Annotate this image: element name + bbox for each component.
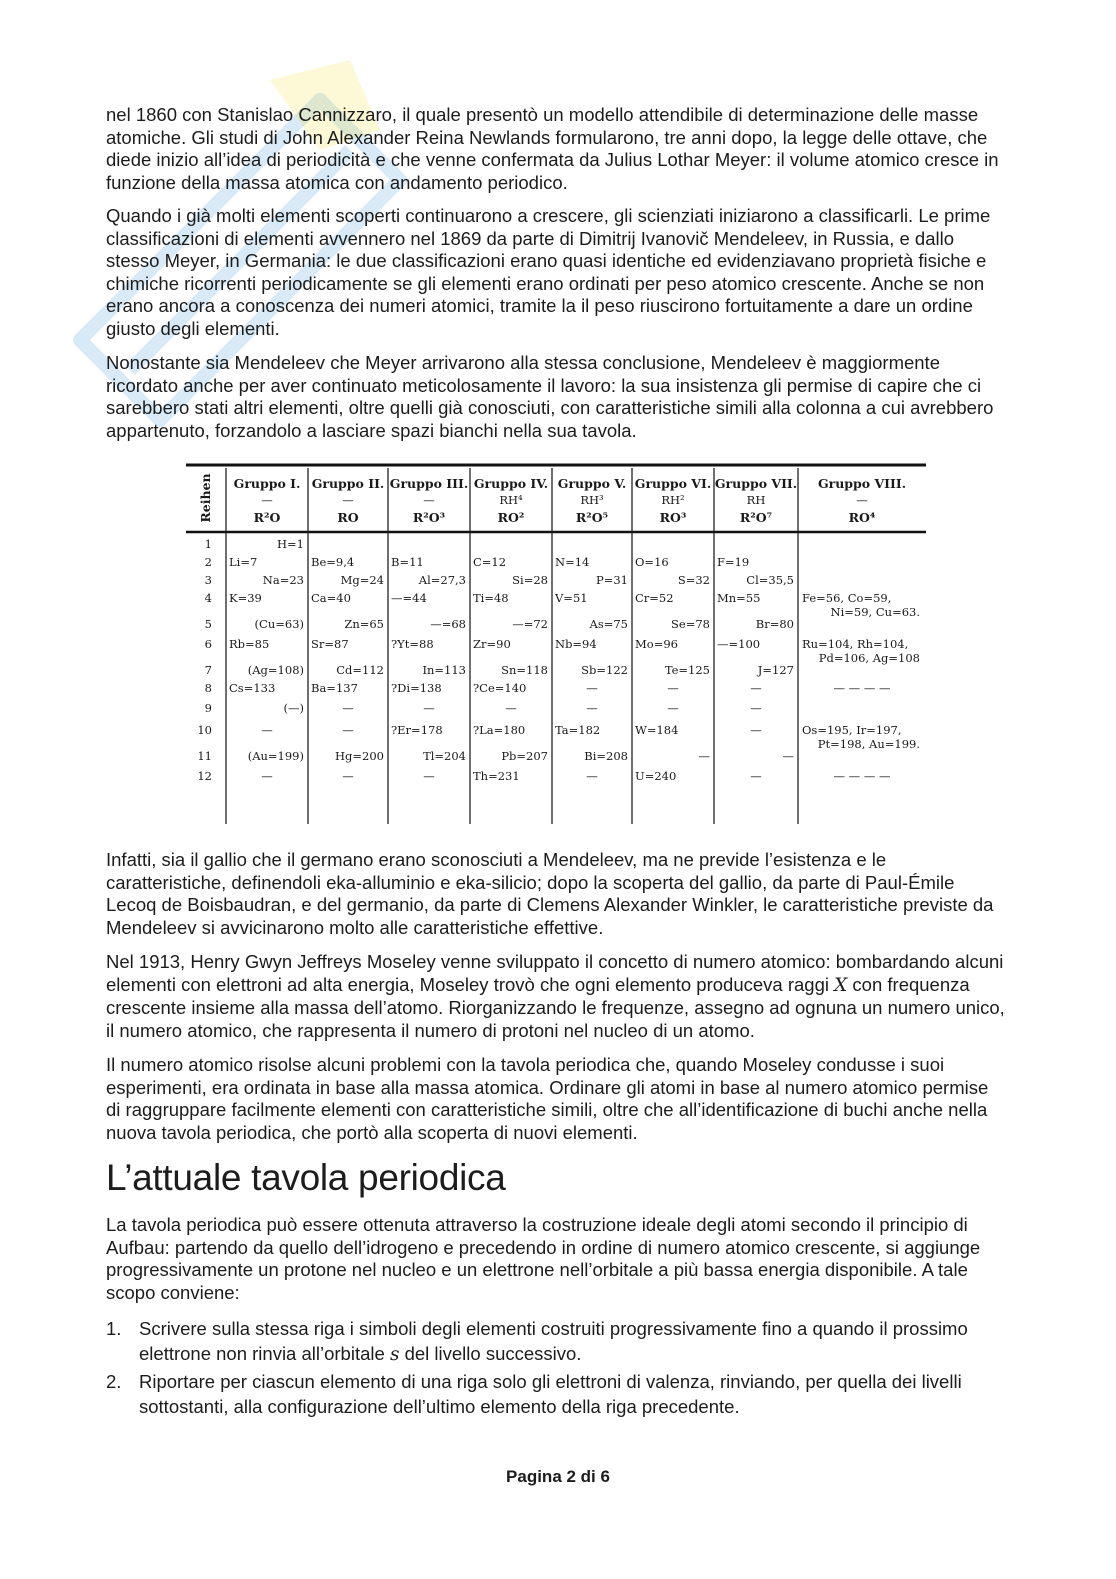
- element-cell: Tl=204: [423, 749, 466, 763]
- element-cell: — — — —: [833, 769, 891, 783]
- list-item: [106, 1369, 1006, 1419]
- element-cell: —=44: [391, 591, 427, 605]
- group-oxide-formula: R²O⁵: [575, 510, 609, 525]
- paragraph: Il numero atomico risolse alcuni problemi con la tavola periodica che, quando Moseley condusse i suoi esperimenti, era ordinata in base alla massa atomica. Ordinare gli atomi in base al numero atomico permise di raggruppare facilmente elementi con caratteristiche simili, oltre che all’identificazione di buchi anche nella nuova tavola periodica, che portò alla scoperta di nuovi elementi.: [106, 1054, 989, 1143]
- element-cell: K=39: [229, 591, 262, 605]
- group-oxide-formula: RO²: [497, 510, 525, 525]
- element-cell: —: [667, 701, 679, 715]
- element-cell: Cr=52: [635, 591, 674, 605]
- element-cell: —: [261, 723, 273, 737]
- element-cell: F=19: [717, 555, 750, 569]
- paragraph-text: Nel 1913, Henry Gwyn Jeffreys Moseley venne sviluppato il concetto di numero atomico: bombardando alcuni elementi con elettroni ad alta energia, Moseley trovò che ogni elemento produceva raggi: [106, 951, 1004, 995]
- element-cell: Zn=65: [344, 617, 384, 631]
- list-item: [106, 1316, 1006, 1367]
- element-cell: Pd=106, Ag=108: [818, 651, 920, 665]
- group-hydride: —: [856, 493, 868, 507]
- paragraph: [106, 951, 1006, 1042]
- list-number: 1.: [106, 1318, 122, 1339]
- element-cell: Mo=96: [635, 637, 678, 651]
- element-cell: ?Er=178: [391, 723, 443, 737]
- element-cell: Sb=122: [581, 663, 628, 677]
- element-cell: —=68: [430, 617, 466, 631]
- element-cell: In=113: [422, 663, 466, 677]
- paragraph: nel 1860 con Stanislao Cannizzaro, il quale presentò un modello attendibile di determinazione delle masse atomiche. Gli studi di John Alexander Reina Newlands formularono, tre anni dopo, la legge delle ottave, che diede inizio all’idea di periodicità e che venne confermata da Julius Lothar Meyer: il volume atomico cresce in funzione della massa atomica con andamento periodico.: [106, 104, 999, 193]
- group-header: Gruppo IV.: [473, 476, 549, 491]
- element-cell: Bi=208: [584, 749, 628, 763]
- paragraph: Quando i già molti elementi scoperti continuarono a crescere, gli scienziati iniziarono a classificarli. Le prime classificazioni di elementi avvennero nel 1869 da parte di Dimitrij Ivanovič Mendeleev, in Russia, e dallo stesso Meyer, in Germania: le due classificazioni erano quasi identiche ed evidenziavano proprietà fisiche e chimiche ricorrenti periodicamente se gli elementi erano ordinati per peso atomico crescente. Anche se non erano ancora a conoscenza dei numeri atomici, tramite la il peso riuscirono fortuitamente a dare un ordine giusto degli elementi.: [106, 205, 991, 339]
- row-number: 4: [204, 591, 212, 605]
- element-cell: J=127: [757, 663, 794, 677]
- list-number: 2.: [106, 1371, 122, 1392]
- section-heading: L’attuale tavola periodica: [106, 1157, 506, 1198]
- element-cell: Be=9,4: [311, 555, 355, 569]
- element-cell: —: [782, 749, 794, 763]
- element-cell: Li=7: [229, 555, 258, 569]
- element-cell: As=75: [589, 617, 628, 631]
- group-header: Gruppo III.: [389, 476, 469, 491]
- list-text: Riportare per ciascun elemento di una riga solo gli elettroni di valenza, rinviando, per quella dei livelli sottostanti, alla configurazione dell’ultimo elemento della riga precedente.: [139, 1371, 962, 1417]
- row-number: 12: [197, 769, 212, 783]
- element-cell: U=240: [635, 769, 677, 783]
- element-cell: B=11: [391, 555, 424, 569]
- element-cell: C=12: [473, 555, 507, 569]
- element-cell: —: [423, 701, 435, 715]
- element-cell: Si=28: [512, 573, 548, 587]
- element-cell: ?La=180: [473, 723, 526, 737]
- element-cell: Fe=56, Co=59,: [802, 591, 892, 605]
- row-number: 6: [204, 637, 212, 651]
- element-cell: Pt=198, Au=199.: [817, 737, 920, 751]
- group-header: Gruppo VIII.: [817, 476, 907, 491]
- group-hydride: —: [261, 493, 273, 507]
- element-cell: Th=231: [473, 769, 520, 783]
- math-variable: s: [389, 1344, 400, 1365]
- element-cell: —: [342, 701, 354, 715]
- paragraph: Nonostante sia Mendeleev che Meyer arrivarono alla stessa conclusione, Mendeleev è maggiormente ricordato anche per aver continuato meticolosamente il lavoro: la sua insistenza gli permise di capire che ci sarebbero stati altri elementi, oltre quelli già conosciuti, con caratteristiche simili alla colonna a cui avrebbero appartenuto, forzandolo a lasciare spazi bianchi nella sua tavola.: [106, 352, 994, 441]
- group-header: Gruppo V.: [557, 476, 627, 491]
- row-number: 1: [204, 537, 212, 551]
- element-cell: P=31: [595, 573, 628, 587]
- element-cell: (Cu=63): [254, 617, 304, 631]
- element-cell: Mn=55: [717, 591, 761, 605]
- element-cell: (—): [283, 701, 304, 715]
- group-hydride: RH²: [661, 493, 685, 507]
- row-number: 11: [197, 749, 212, 763]
- element-cell: Se=78: [671, 617, 710, 631]
- element-cell: Cl=35,5: [746, 573, 794, 587]
- group-hydride: RH³: [580, 493, 604, 507]
- paragraph: Infatti, sia il gallio che il germano erano sconosciuti a Mendeleev, ma ne previde l’esistenza e le caratteristiche, definendoli eka-alluminio e eka-silicio; dopo la scoperta del gallio, da parte di Paul-Émile Lecoq de Boisbaudran, e del germanio, da parte di Clemens Alexander Winkler, le caratteristiche previste da Mendeleev si avvicinarono molto alle caratteristiche effettive.: [106, 849, 994, 938]
- row-number: 9: [204, 701, 212, 715]
- group-hydride: —: [342, 493, 354, 507]
- element-cell: Na=23: [262, 573, 304, 587]
- element-cell: Rb=85: [229, 637, 270, 651]
- row-header-label: Reihen: [198, 473, 213, 523]
- element-cell: Br=80: [755, 617, 794, 631]
- element-cell: Nb=94: [555, 637, 597, 651]
- row-number: 10: [197, 723, 212, 737]
- element-cell: —: [261, 769, 273, 783]
- list-text: del livello successivo.: [399, 1343, 582, 1364]
- element-cell: N=14: [555, 555, 590, 569]
- element-cell: W=184: [635, 723, 679, 737]
- group-header: Gruppo II.: [311, 476, 385, 491]
- group-hydride: RH: [746, 493, 766, 507]
- element-cell: Ca=40: [311, 591, 351, 605]
- element-cell: O=16: [635, 555, 669, 569]
- element-cell: S=32: [677, 573, 710, 587]
- page-number: Pagina 2 di 6: [506, 1467, 610, 1486]
- element-cell: —: [750, 723, 762, 737]
- group-hydride: —: [423, 493, 435, 507]
- numbered-list: [106, 1316, 1006, 1419]
- row-number: 8: [204, 681, 212, 695]
- element-cell: —: [586, 769, 598, 783]
- element-cell: Ta=182: [555, 723, 601, 737]
- element-cell: —: [586, 701, 598, 715]
- element-cell: Mg=24: [340, 573, 384, 587]
- list-text: Scrivere sulla stessa riga i simboli degli elementi costruiti progressivamente fino a quando il prossimo elettrone non rinvia all’orbitale: [139, 1318, 968, 1364]
- paragraph-text: con frequenza crescente insieme alla massa dell’atomo. Riorganizzando le frequenze, assegno ad ognuna un numero unico, il numero atomico, che rappresenta il numero di protoni nel nucleo di un atomo.: [106, 973, 1005, 1041]
- row-number: 5: [204, 617, 212, 631]
- element-cell: Zr=90: [473, 637, 511, 651]
- element-cell: —: [667, 681, 679, 695]
- element-cell: Ru=104, Rh=104,: [802, 637, 909, 651]
- element-cell: —=72: [512, 617, 548, 631]
- mendeleev-table-figure: [186, 462, 926, 832]
- element-cell: —: [342, 723, 354, 737]
- element-cell: Te=125: [664, 663, 710, 677]
- element-cell: Cd=112: [336, 663, 384, 677]
- group-header: Gruppo VII.: [714, 476, 798, 491]
- element-cell: Ba=137: [311, 681, 358, 695]
- element-cell: —: [423, 769, 435, 783]
- element-cell: (Au=199): [247, 749, 304, 763]
- main-content: [106, 104, 1006, 1421]
- element-cell: H=1: [277, 537, 304, 551]
- element-cell: ?Yt=88: [391, 637, 434, 651]
- row-number: 2: [204, 555, 212, 569]
- element-cell: Ni=59, Cu=63.: [830, 605, 920, 619]
- element-cell: —: [505, 701, 517, 715]
- element-cell: Os=195, Ir=197,: [802, 723, 902, 737]
- element-cell: —: [750, 701, 762, 715]
- element-cell: Pb=207: [501, 749, 548, 763]
- group-header: Gruppo VI.: [634, 476, 712, 491]
- row-number: 3: [204, 573, 212, 587]
- element-cell: Hg=200: [335, 749, 384, 763]
- element-cell: Al=27,3: [418, 573, 466, 587]
- group-oxide-formula: RO⁴: [848, 510, 876, 525]
- element-cell: —: [342, 769, 354, 783]
- group-oxide-formula: RO³: [659, 510, 687, 525]
- element-cell: —: [698, 749, 710, 763]
- element-cell: Ti=48: [473, 591, 509, 605]
- element-cell: — — — —: [833, 681, 891, 695]
- group-oxide-formula: R²O: [253, 510, 281, 525]
- element-cell: ?Di=138: [391, 681, 442, 695]
- row-number: 7: [204, 663, 212, 677]
- paragraph: La tavola periodica può essere ottenuta attraverso la costruzione ideale degli atomi secondo il principio di Aufbau: partendo da quello dell’idrogeno e precedendo in ordine di numero atomico crescente, si aggiunge progressivamente un protone nel nucleo e un elettrone nell’orbitale a più bassa energia disponibile. A tale scopo conviene:: [106, 1214, 981, 1303]
- element-cell: —=100: [717, 637, 761, 651]
- element-cell: Sr=87: [311, 637, 349, 651]
- element-cell: V=51: [555, 591, 588, 605]
- element-cell: Cs=133: [229, 681, 276, 695]
- group-header: Gruppo I.: [233, 476, 301, 491]
- element-cell: ?Ce=140: [473, 681, 527, 695]
- group-oxide-formula: R²O³: [412, 510, 446, 525]
- element-cell: —: [750, 681, 762, 695]
- math-variable: X: [834, 974, 848, 996]
- element-cell: —: [586, 681, 598, 695]
- group-hydride: RH⁴: [499, 493, 523, 507]
- group-oxide-formula: RO: [337, 510, 359, 525]
- group-oxide-formula: R²O⁷: [739, 510, 773, 525]
- element-cell: Sn=118: [501, 663, 548, 677]
- element-cell: —: [750, 769, 762, 783]
- element-cell: (Ag=108): [247, 663, 304, 677]
